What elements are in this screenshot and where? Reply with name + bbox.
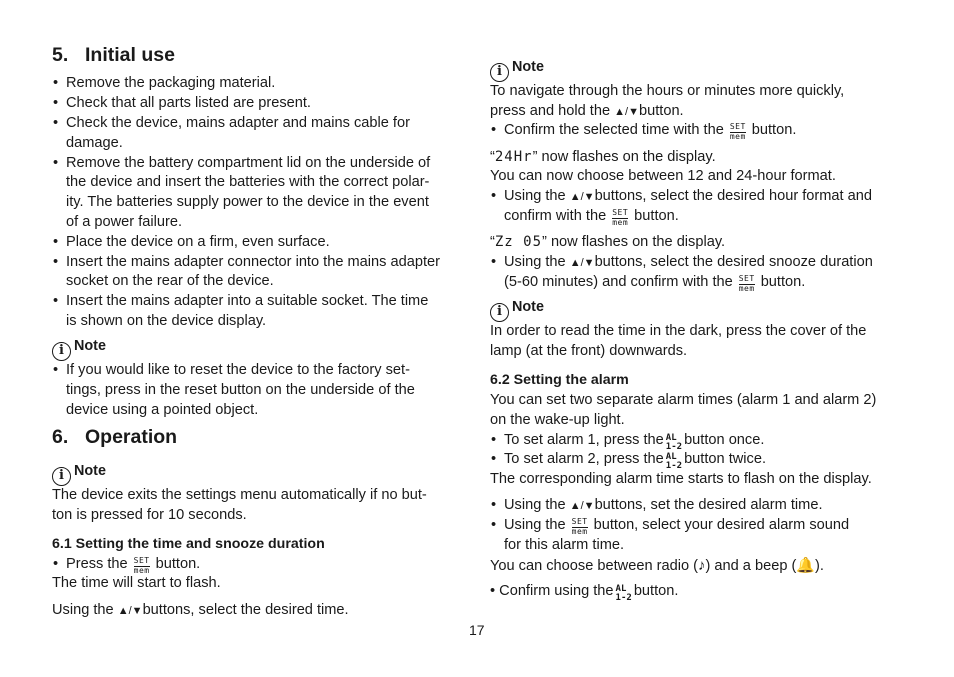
lcd-display-text: Zz 05	[494, 234, 543, 250]
up-down-arrows-icon: ▲/▼	[569, 500, 595, 512]
list-item: • Check that all parts listed are present.	[52, 94, 311, 114]
page-number: 17	[469, 622, 485, 638]
paragraph: The corresponding alarm time starts to flash on the display.	[490, 471, 872, 487]
al-1-2-button-icon: AL 1-2	[665, 452, 683, 471]
paragraph: You can now choose between 12 and 24-hour format.	[490, 168, 836, 184]
note-heading: i Note	[52, 337, 106, 361]
list-item-cont: ity. The batteries supply power to the device in the event	[66, 194, 429, 210]
list-item-cont: (5-60 minutes) and confirm with the SET mem button.	[504, 274, 806, 293]
paragraph: lamp (at the front) downwards.	[490, 343, 688, 359]
paragraph: “24Hr” now flashes on the display.	[490, 149, 716, 165]
paragraph: You can set two separate alarm times (alarm 1 and alarm 2)	[490, 392, 877, 408]
up-down-arrows-icon: ▲/▼	[614, 106, 639, 118]
list-item: • Using the SET mem button, select your desired alarm sound	[490, 516, 849, 536]
list-item-cont: is shown on the device display.	[66, 313, 267, 329]
al-1-2-button-icon: AL 1-2	[615, 584, 632, 603]
paragraph: In order to read the time in the dark, press the cover of the	[490, 323, 867, 339]
paragraph: The device exits the settings menu automatically if no but-	[52, 487, 427, 503]
paragraph: You can choose between radio (♪) and a beep (🔔).	[490, 557, 824, 574]
up-down-arrows-icon: ▲/▼	[569, 257, 595, 269]
list-item-cont: socket on the rear of the device.	[66, 273, 274, 289]
list-item-cont: of a power failure.	[66, 214, 183, 230]
list-item: • Press the SET mem button.	[52, 555, 200, 575]
paragraph: The time will start to flash.	[52, 575, 221, 591]
set-mem-button-icon: SET mem	[729, 122, 746, 141]
subheading-6-1: 6.1 Setting the time and snooze duration	[52, 536, 325, 552]
al-1-2-button-icon: AL 1-2	[665, 433, 683, 452]
list-item-cont: for this alarm time.	[504, 537, 625, 553]
list-item: • Confirm using the AL 1-2 button.	[490, 583, 679, 603]
paragraph: To navigate through the hours or minutes more quickly,	[490, 83, 845, 99]
paragraph: Using the ▲/▼buttons, select the desired time.	[52, 602, 349, 618]
note-heading: i Note	[490, 298, 544, 322]
list-item: • Remove the battery compartment lid on the underside of	[52, 154, 430, 174]
set-mem-button-icon: SET mem	[571, 517, 588, 536]
paragraph: ton is pressed for 10 seconds.	[52, 507, 247, 523]
list-item-cont: the device and insert the batteries with the correct polar-	[66, 174, 430, 190]
bell-icon: 🔔	[796, 557, 816, 574]
list-item: • Insert the mains adapter into a suitable socket. The time	[52, 292, 428, 312]
info-icon: i	[490, 63, 509, 82]
list-item: • Confirm the selected time with the SET mem button.	[490, 121, 796, 141]
paragraph: press and hold the ▲/▼button.	[490, 103, 684, 119]
set-mem-button-icon: SET mem	[612, 208, 629, 227]
list-item: • Using the ▲/▼buttons, select the desired snooze duration	[490, 253, 873, 274]
note-heading: i Note	[52, 462, 106, 486]
subheading-6-2: 6.2 Setting the alarm	[490, 372, 629, 388]
list-item-cont: damage.	[66, 135, 123, 151]
info-icon: i	[490, 303, 509, 322]
list-item: • To set alarm 1, press the AL 1-2 button once.	[490, 431, 764, 452]
info-icon: i	[52, 342, 71, 361]
list-item: • To set alarm 2, press the AL 1-2 button twice.	[490, 450, 766, 471]
lcd-display-text: 24Hr	[494, 149, 533, 165]
list-item: • Remove the packaging material.	[52, 74, 275, 94]
set-mem-button-icon: SET mem	[133, 556, 150, 575]
list-item: • Insert the mains adapter connector into the mains adapter	[52, 253, 440, 273]
section-6-heading: 6. Operation	[52, 426, 178, 448]
list-item-cont: tings, press in the reset button on the underside of the	[66, 382, 415, 398]
paragraph: on the wake-up light.	[490, 412, 625, 428]
list-item: • Check the device, mains adapter and mains cable for	[52, 114, 410, 134]
music-note-icon: ♪	[697, 557, 706, 574]
list-item: • Place the device on a firm, even surface.	[52, 233, 330, 253]
set-mem-button-icon: SET mem	[738, 274, 755, 293]
list-item: • If you would like to reset the device to the factory set-	[52, 361, 410, 381]
list-item: • Using the ▲/▼buttons, set the desired alarm time.	[490, 496, 823, 517]
list-item-cont: confirm with the SET mem button.	[504, 208, 679, 227]
list-item: • Using the ▲/▼buttons, select the desired hour format and	[490, 187, 872, 208]
info-icon: i	[52, 467, 71, 486]
list-item-cont: device using a pointed object.	[66, 402, 259, 418]
note-heading: i Note	[490, 58, 544, 82]
up-down-arrows-icon: ▲/▼	[117, 605, 143, 617]
paragraph: “Zz 05” now flashes on the display.	[490, 234, 726, 250]
section-5-heading: 5. Initial use	[52, 44, 175, 66]
up-down-arrows-icon: ▲/▼	[569, 191, 595, 203]
